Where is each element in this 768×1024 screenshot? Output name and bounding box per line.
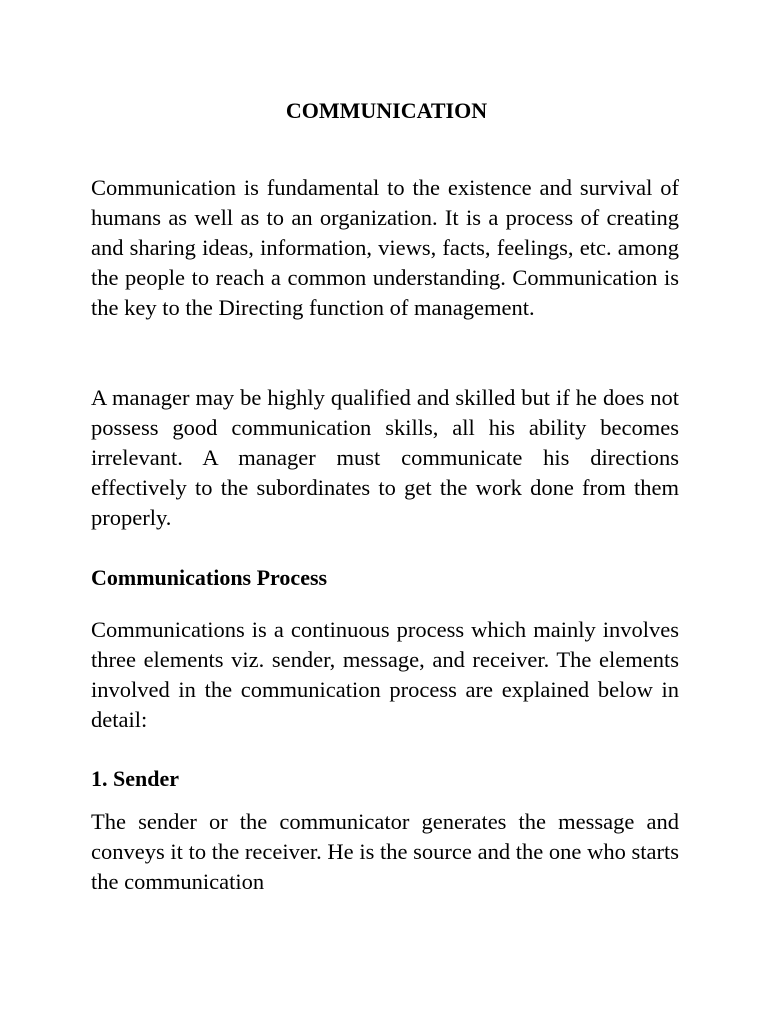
page-title: COMMUNICATION (285, 98, 488, 123)
sender-paragraph: The sender or the communicator generates the message and conveys it to the receiver. He is the source and the one who starts the communication (91, 809, 679, 894)
section-label: Sender (113, 766, 179, 791)
section-heading-process: Communications Process (91, 565, 328, 590)
section-heading-sender (91, 764, 179, 794)
manager-paragraph: A manager may be highly qualified and skilled but if he does not possess good communication skills, all his ability becomes irrelevant. A manager must communicate his directions effectively to the subordinates to get the work done from them properly. (91, 385, 679, 530)
section-number: 1. (91, 766, 108, 791)
process-paragraph: Communications is a continuous process which mainly involves three elements viz. sender, message, and receiver. The elements involved in the communication process are explained below in detail: (91, 617, 679, 732)
intro-paragraph: Communication is fundamental to the existence and survival of humans as well as to an organization. It is a process of creating and sharing ideas, information, views, facts, feelings, etc. among the people to reach a common understanding. Communication is the key to the Directing function of management. (91, 175, 679, 320)
